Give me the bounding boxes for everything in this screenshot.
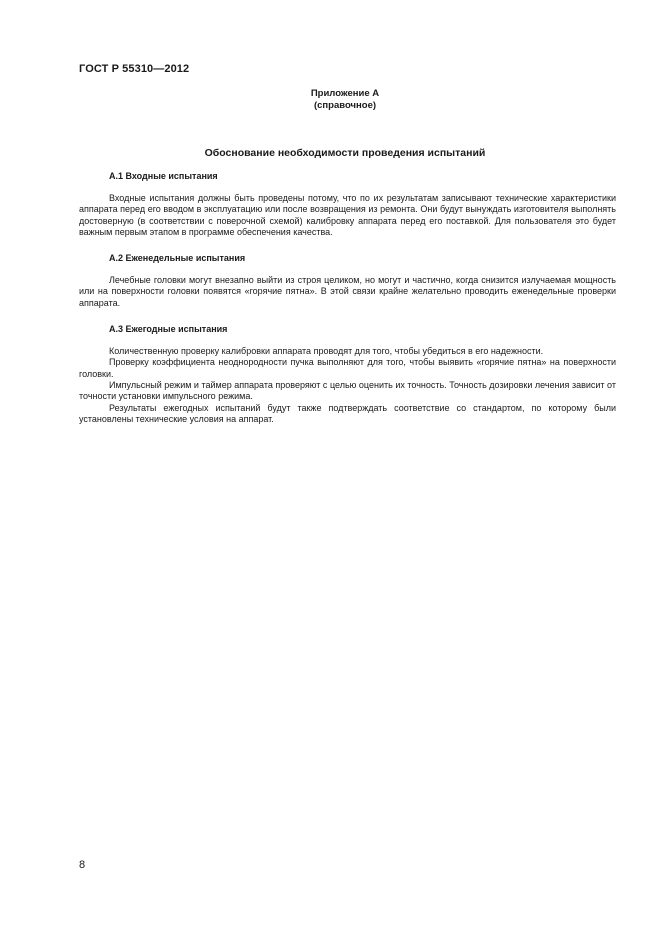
annex-title: Обоснование необходимости проведения испытаний xyxy=(204,147,486,159)
annex-block xyxy=(0,88,661,112)
section-a1 xyxy=(79,170,616,238)
section-a3 xyxy=(79,323,616,425)
section-paragraph: Результаты ежегодных испытаний будут также подтверждать соответствие со стандартом, по которому были установлены технические условия на аппарат. xyxy=(79,402,616,424)
annex-kind: (справочное) xyxy=(313,100,377,111)
section-heading: А.2 Еженедельные испытания xyxy=(109,253,246,264)
section-paragraph: Лечебные головки могут внезапно выйти из строя целиком, но могут и частично, когда снизится излучаемая мощность или на поверхности головки появятся «горячие пятна». В этой связи крайне желательно проводить еженедельные проверки аппарата. xyxy=(79,275,616,308)
annex-content xyxy=(79,170,616,425)
page-number: 8 xyxy=(79,859,86,871)
section-paragraph: Количественную проверку калибровки аппарата проводят для того, чтобы убедиться в его надежности. xyxy=(109,346,544,357)
section-heading: А.3 Ежегодные испытания xyxy=(109,324,228,335)
document-code: ГОСТ Р 55310—2012 xyxy=(79,63,190,75)
section-heading: А.1 Входные испытания xyxy=(109,171,218,181)
section-paragraph: Проверку коэффициента неоднородности пучка выполняют для того, чтобы выявить «горячие пятна» на поверхности головки. xyxy=(79,357,616,379)
section-paragraph: Входные испытания должны быть проведены потому, что по их результатам записывают технические характеристики аппарата перед его вводом в эксплуатацию или после возвращения из ремонта. Они будут вынуждать изготовителя выполнять достоверную (в соответствии с поверочной схемой) калибровку аппарата перед его поставкой. Для пользователя это будет важным первым этапом в программе обеспечения качества. xyxy=(79,193,616,237)
section-paragraph: Импульсный режим и таймер аппарата проверяют с целью оценить их точность. Точность дозировки лечения зависит от точности установки импульсного режима. xyxy=(79,379,616,402)
section-a2 xyxy=(79,252,616,309)
annex-label: Приложение А xyxy=(310,88,380,99)
